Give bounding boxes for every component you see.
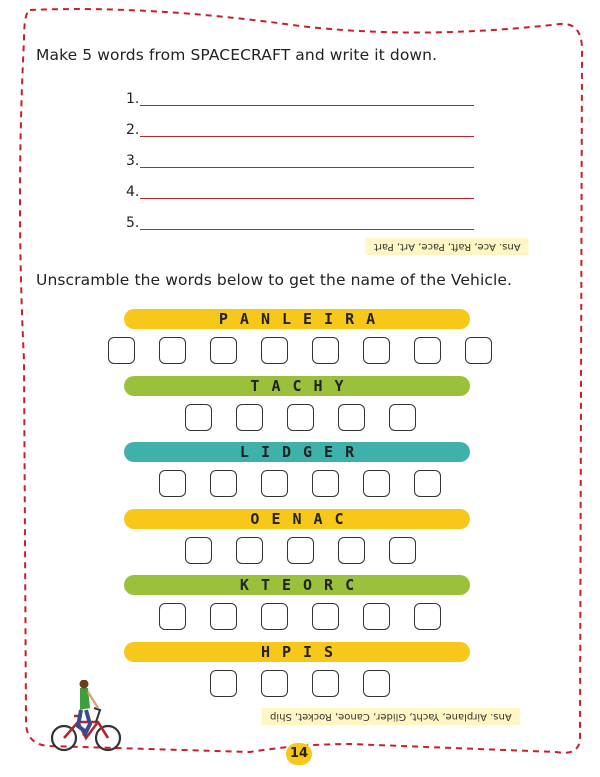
- write-rule: [140, 198, 474, 199]
- letter-answer-box[interactable]: [338, 537, 365, 564]
- letter-answer-box[interactable]: [287, 537, 314, 564]
- scrambled-letter: H: [313, 377, 323, 395]
- scrambled-letter: I: [260, 443, 270, 461]
- answer-line-4[interactable]: [126, 179, 474, 201]
- letter-answer-box[interactable]: [236, 404, 263, 431]
- section1-heading: Make 5 words from SPACECRAFT and write it down.: [36, 46, 438, 64]
- letter-answer-box[interactable]: [108, 337, 135, 364]
- scrambled-letter: C: [334, 510, 344, 528]
- line-number: 2.: [126, 122, 140, 138]
- answer-box-row: [0, 337, 600, 364]
- scrambled-letter: K: [239, 576, 249, 594]
- scrambled-letter: A: [239, 310, 249, 328]
- answer-box-row: [0, 470, 600, 497]
- answer-line-1[interactable]: [126, 86, 474, 108]
- scrambled-letter: R: [345, 310, 355, 328]
- letter-answer-box[interactable]: [210, 337, 237, 364]
- letter-answer-box[interactable]: [185, 404, 212, 431]
- write-rule: [140, 136, 474, 137]
- scrambled-letter: Y: [334, 377, 344, 395]
- scrambled-letter: G: [303, 443, 313, 461]
- scrambled-letter: E: [324, 443, 334, 461]
- scrambled-letter: L: [281, 310, 291, 328]
- answer-box-row: [0, 603, 600, 630]
- letter-answer-box[interactable]: [389, 537, 416, 564]
- letter-answer-box[interactable]: [414, 337, 441, 364]
- letter-answer-box[interactable]: [363, 337, 390, 364]
- letter-answer-box[interactable]: [363, 603, 390, 630]
- scrambled-word-bar: [124, 309, 470, 329]
- write-rule: [140, 167, 474, 168]
- scrambled-letter: D: [281, 443, 291, 461]
- letter-answer-box[interactable]: [210, 470, 237, 497]
- letter-answer-box[interactable]: [210, 603, 237, 630]
- section2-heading: Unscramble the words below to get the name of the Vehicle.: [36, 271, 513, 289]
- scrambled-letter: I: [303, 643, 313, 661]
- scrambled-letter: I: [324, 310, 334, 328]
- scrambled-letter: L: [239, 443, 249, 461]
- scrambled-letter: P: [281, 643, 291, 661]
- answer-line-5[interactable]: [126, 210, 474, 232]
- scrambled-letter: T: [250, 377, 260, 395]
- scrambled-letter: O: [303, 576, 313, 594]
- letter-answer-box[interactable]: [261, 470, 288, 497]
- line-number: 5.: [126, 215, 140, 231]
- letter-answer-box[interactable]: [210, 670, 237, 697]
- letter-answer-box[interactable]: [261, 603, 288, 630]
- scrambled-word-bar: [124, 442, 470, 462]
- letter-answer-box[interactable]: [185, 537, 212, 564]
- cyclist-illustration: [50, 680, 125, 755]
- letter-answer-box[interactable]: [363, 670, 390, 697]
- scrambled-letter: S: [324, 643, 334, 661]
- scrambled-letter: E: [281, 576, 291, 594]
- answer-box-row: [0, 537, 600, 564]
- line-number: 4.: [126, 184, 140, 200]
- letter-answer-box[interactable]: [338, 404, 365, 431]
- letter-answer-box[interactable]: [261, 670, 288, 697]
- scrambled-letter: E: [303, 310, 313, 328]
- letter-answer-box[interactable]: [159, 603, 186, 630]
- scrambled-letter: A: [271, 377, 281, 395]
- letter-answer-box[interactable]: [389, 404, 416, 431]
- letter-answer-box[interactable]: [312, 470, 339, 497]
- answer-box-row: [0, 404, 600, 431]
- scrambled-word-bar: [124, 376, 470, 396]
- section1-answer: Ans. Ace, Raft, Pace, Art, Part: [366, 238, 529, 255]
- letter-answer-box[interactable]: [312, 603, 339, 630]
- write-rule: [140, 105, 474, 106]
- page-number: 14: [286, 743, 312, 765]
- answer-line-2[interactable]: [126, 117, 474, 139]
- answer-line-3[interactable]: [126, 148, 474, 170]
- line-number: 3.: [126, 153, 140, 169]
- scrambled-letter: R: [324, 576, 334, 594]
- section2-answer: Ans. Airplane, Yacht, Glider, Canoe, Rocket, Ship: [262, 708, 520, 725]
- scrambled-word-bar: [124, 642, 470, 662]
- letter-answer-box[interactable]: [414, 470, 441, 497]
- scrambled-letter: R: [345, 443, 355, 461]
- scrambled-letter: T: [260, 576, 270, 594]
- letter-answer-box[interactable]: [261, 337, 288, 364]
- letter-answer-box[interactable]: [159, 337, 186, 364]
- scrambled-letter: N: [292, 510, 302, 528]
- scrambled-letter: O: [250, 510, 260, 528]
- scrambled-word-bar: [124, 509, 470, 529]
- letter-answer-box[interactable]: [287, 404, 314, 431]
- letter-answer-box[interactable]: [363, 470, 390, 497]
- letter-answer-box[interactable]: [414, 603, 441, 630]
- scrambled-letter: H: [260, 643, 270, 661]
- letter-answer-box[interactable]: [465, 337, 492, 364]
- scrambled-letter: N: [260, 310, 270, 328]
- line-number: 1.: [126, 91, 140, 107]
- letter-answer-box[interactable]: [312, 670, 339, 697]
- scrambled-letter: E: [271, 510, 281, 528]
- letter-answer-box[interactable]: [312, 337, 339, 364]
- letter-answer-box[interactable]: [236, 537, 263, 564]
- scrambled-letter: C: [345, 576, 355, 594]
- scrambled-letter: A: [313, 510, 323, 528]
- scrambled-letter: P: [218, 310, 228, 328]
- scrambled-letter: C: [292, 377, 302, 395]
- scrambled-word-bar: [124, 575, 470, 595]
- letter-answer-box[interactable]: [159, 470, 186, 497]
- scrambled-letter: A: [366, 310, 376, 328]
- write-rule: [140, 229, 474, 230]
